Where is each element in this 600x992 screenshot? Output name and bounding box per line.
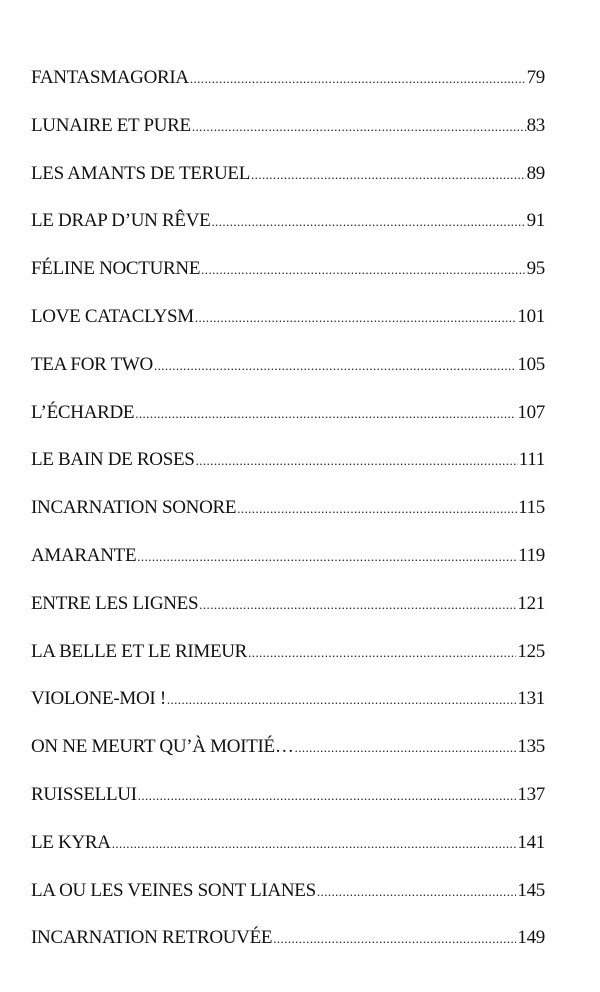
toc-entry-page: 107	[517, 401, 545, 423]
toc-entry-page: 131	[517, 688, 545, 710]
toc-entry-title: LES AMANTS DE TERUEL	[31, 162, 251, 184]
toc-entry-page: 83	[526, 114, 545, 136]
toc-entry-title: LA OU LES VEINES SONT LIANES	[31, 879, 316, 901]
toc-entry-title: LOVE CATACLYSM	[31, 305, 194, 327]
toc-entry	[31, 688, 545, 736]
toc-entry	[31, 545, 545, 593]
toc-dot-leader	[201, 262, 525, 278]
toc-entry-title: LE BAIN DE ROSES	[31, 449, 195, 471]
toc-dot-leader	[138, 788, 517, 804]
toc-entry	[31, 449, 545, 497]
toc-entry	[31, 641, 545, 689]
toc-dot-leader	[195, 310, 517, 326]
toc-entry-page: 149	[517, 927, 545, 949]
toc-entry	[31, 258, 545, 306]
toc-dot-leader	[199, 597, 516, 613]
toc-entry	[31, 163, 545, 211]
toc-entry-page: 135	[517, 736, 545, 758]
toc-entry	[31, 593, 545, 641]
toc-entry-page: 111	[518, 449, 545, 471]
toc-entry-title: FANTASMAGORIA	[31, 67, 189, 88]
toc-entry-page: 119	[518, 544, 545, 566]
toc-entry-title: VIOLONE-MOI !	[31, 688, 166, 710]
toc-entry	[31, 880, 545, 928]
toc-entry-page: 145	[517, 879, 545, 901]
toc-entry-title: AMARANTE	[31, 544, 137, 566]
toc-entry-title: LA BELLE ET LE RIMEUR	[31, 640, 248, 662]
toc-entry-page: 121	[517, 592, 545, 614]
toc-entry-page: 89	[526, 162, 545, 184]
toc-dot-leader	[167, 692, 517, 708]
toc-entry-page: 137	[517, 783, 545, 805]
toc-entry-page: 95	[526, 258, 545, 280]
toc-dot-leader	[154, 358, 516, 374]
toc-dot-leader	[112, 836, 517, 852]
toc-entry-title: L’ÉCHARDE	[31, 401, 135, 423]
toc-dot-leader	[237, 501, 517, 517]
toc-entry-page: 79	[526, 67, 545, 88]
toc-entry-page: 115	[518, 497, 545, 519]
toc-entry-title: LE DRAP D’UN RÊVE	[31, 210, 211, 232]
toc-entry	[31, 67, 545, 115]
toc-entry	[31, 115, 545, 163]
toc-entry	[31, 354, 545, 402]
toc-entry-title: ON NE MEURT QU’À MOITIÉ…	[31, 736, 294, 758]
toc-dot-leader	[196, 453, 518, 469]
toc-dot-leader	[137, 549, 517, 565]
toc-dot-leader	[251, 167, 526, 183]
toc-dot-leader	[192, 119, 526, 135]
toc-entry-title: ENTRE LES LIGNES	[31, 592, 199, 614]
toc-entry	[31, 736, 545, 784]
toc-entry-title: LUNAIRE ET PURE	[31, 114, 191, 136]
toc-entry	[31, 784, 545, 832]
toc-entry	[31, 402, 545, 450]
toc-dot-leader	[190, 71, 526, 87]
toc-entry	[31, 497, 545, 545]
toc-dot-leader	[295, 740, 517, 756]
toc-entry	[31, 927, 545, 975]
toc-entry	[31, 832, 545, 880]
table-of-contents	[31, 67, 545, 975]
toc-entry-title: TEA FOR TWO	[31, 353, 153, 375]
toc-entry	[31, 210, 545, 258]
toc-entry-page: 141	[517, 831, 545, 853]
toc-dot-leader	[135, 406, 516, 422]
toc-entry	[31, 306, 545, 354]
toc-entry-page: 125	[517, 640, 545, 662]
toc-entry-page: 91	[526, 210, 545, 232]
toc-entry-title: RUISSELLUI	[31, 783, 137, 805]
toc-entry-page: 101	[517, 305, 545, 327]
toc-entry-page: 105	[517, 353, 545, 375]
toc-dot-leader	[248, 645, 516, 661]
toc-dot-leader	[317, 884, 517, 900]
toc-entry-title: FÉLINE NOCTURNE	[31, 258, 201, 280]
toc-entry-title: LE KYRA	[31, 831, 111, 853]
toc-dot-leader	[211, 214, 525, 230]
toc-dot-leader	[273, 931, 516, 947]
toc-entry-title: INCARNATION RETROUVÉE	[31, 927, 273, 949]
toc-entry-title: INCARNATION SONORE	[31, 497, 237, 519]
